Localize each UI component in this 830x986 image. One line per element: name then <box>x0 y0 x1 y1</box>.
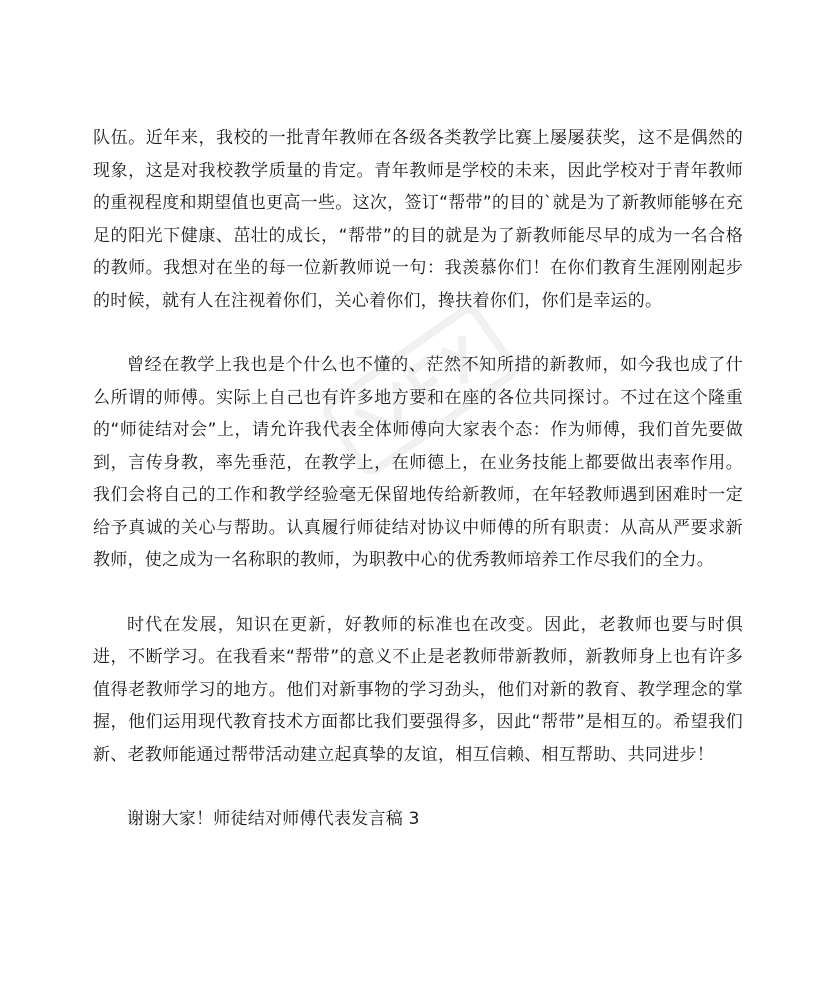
closing-line: 谢谢大家！师徒结对师傅代表发言稿 3 <box>127 809 420 829</box>
paragraph-2: 曾经在教学上我也是个什么也不懂的、茫然不知所措的新教师，如今我也成了什么所谓的师傅。实际上自己也有许多地方要和在座的各位共同探讨。不过在这个隆重的“师徒结对会”上，请允许我代表全体师傅向大家表个态：作为师傅，我们首先要做到，言传身教，率先垂范，在教学上，在师德上，在业务技能上都要做出表率作用。我们会将自己的工作和教学经验毫无保留地传给新教师，在年轻教师遇到困难时一定给予真诚的关心与帮助。认真履行师徒结对协议中师傅的所有职责：从高从严要求新教师，使之成为一名称职的教师，为职教中心的优秀教师培养工作尽我们的全力。 <box>93 355 743 570</box>
paragraph-1: 队伍。近年来，我校的一批青年教师在各级各类教学比赛上屡屡获奖，这不是偶然的现象，这是对我校教学质量的肯定。青年教师是学校的未来，因此学校对于青年教师的重视程度和期望值也更高一些。这次，签订“帮带”的目的`就是为了新教师能够在充足的阳光下健康、茁壮的成长，“帮带”的目的就是为了新教师能尽早的成为一名合格的教师。我想对在坐的每一位新教师说一句：我羡慕你们！在你们教育生涯刚刚起步的时候，就有人在注视着你们，关心着你们，搀扶着你们，你们是幸运的。 <box>93 128 743 311</box>
paragraph-3: 时代在发展，知识在更新，好教师的标准也在改变。因此，老教师也要与时俱进，不断学习。在我看来“帮带”的意义不止是老教师带新教师，新教师身上也有许多值得老教师学习的地方。他们对新事物的学习劲头，他们对新的教育、教学理念的掌握，他们运用现代教育技术方面都比我们要强得多，因此“帮带”是相互的。希望我们新、老教师能通过帮带活动建立起真挚的友谊，相互信赖、相互帮助、共同进步！ <box>93 614 743 765</box>
document-body <box>93 122 743 836</box>
